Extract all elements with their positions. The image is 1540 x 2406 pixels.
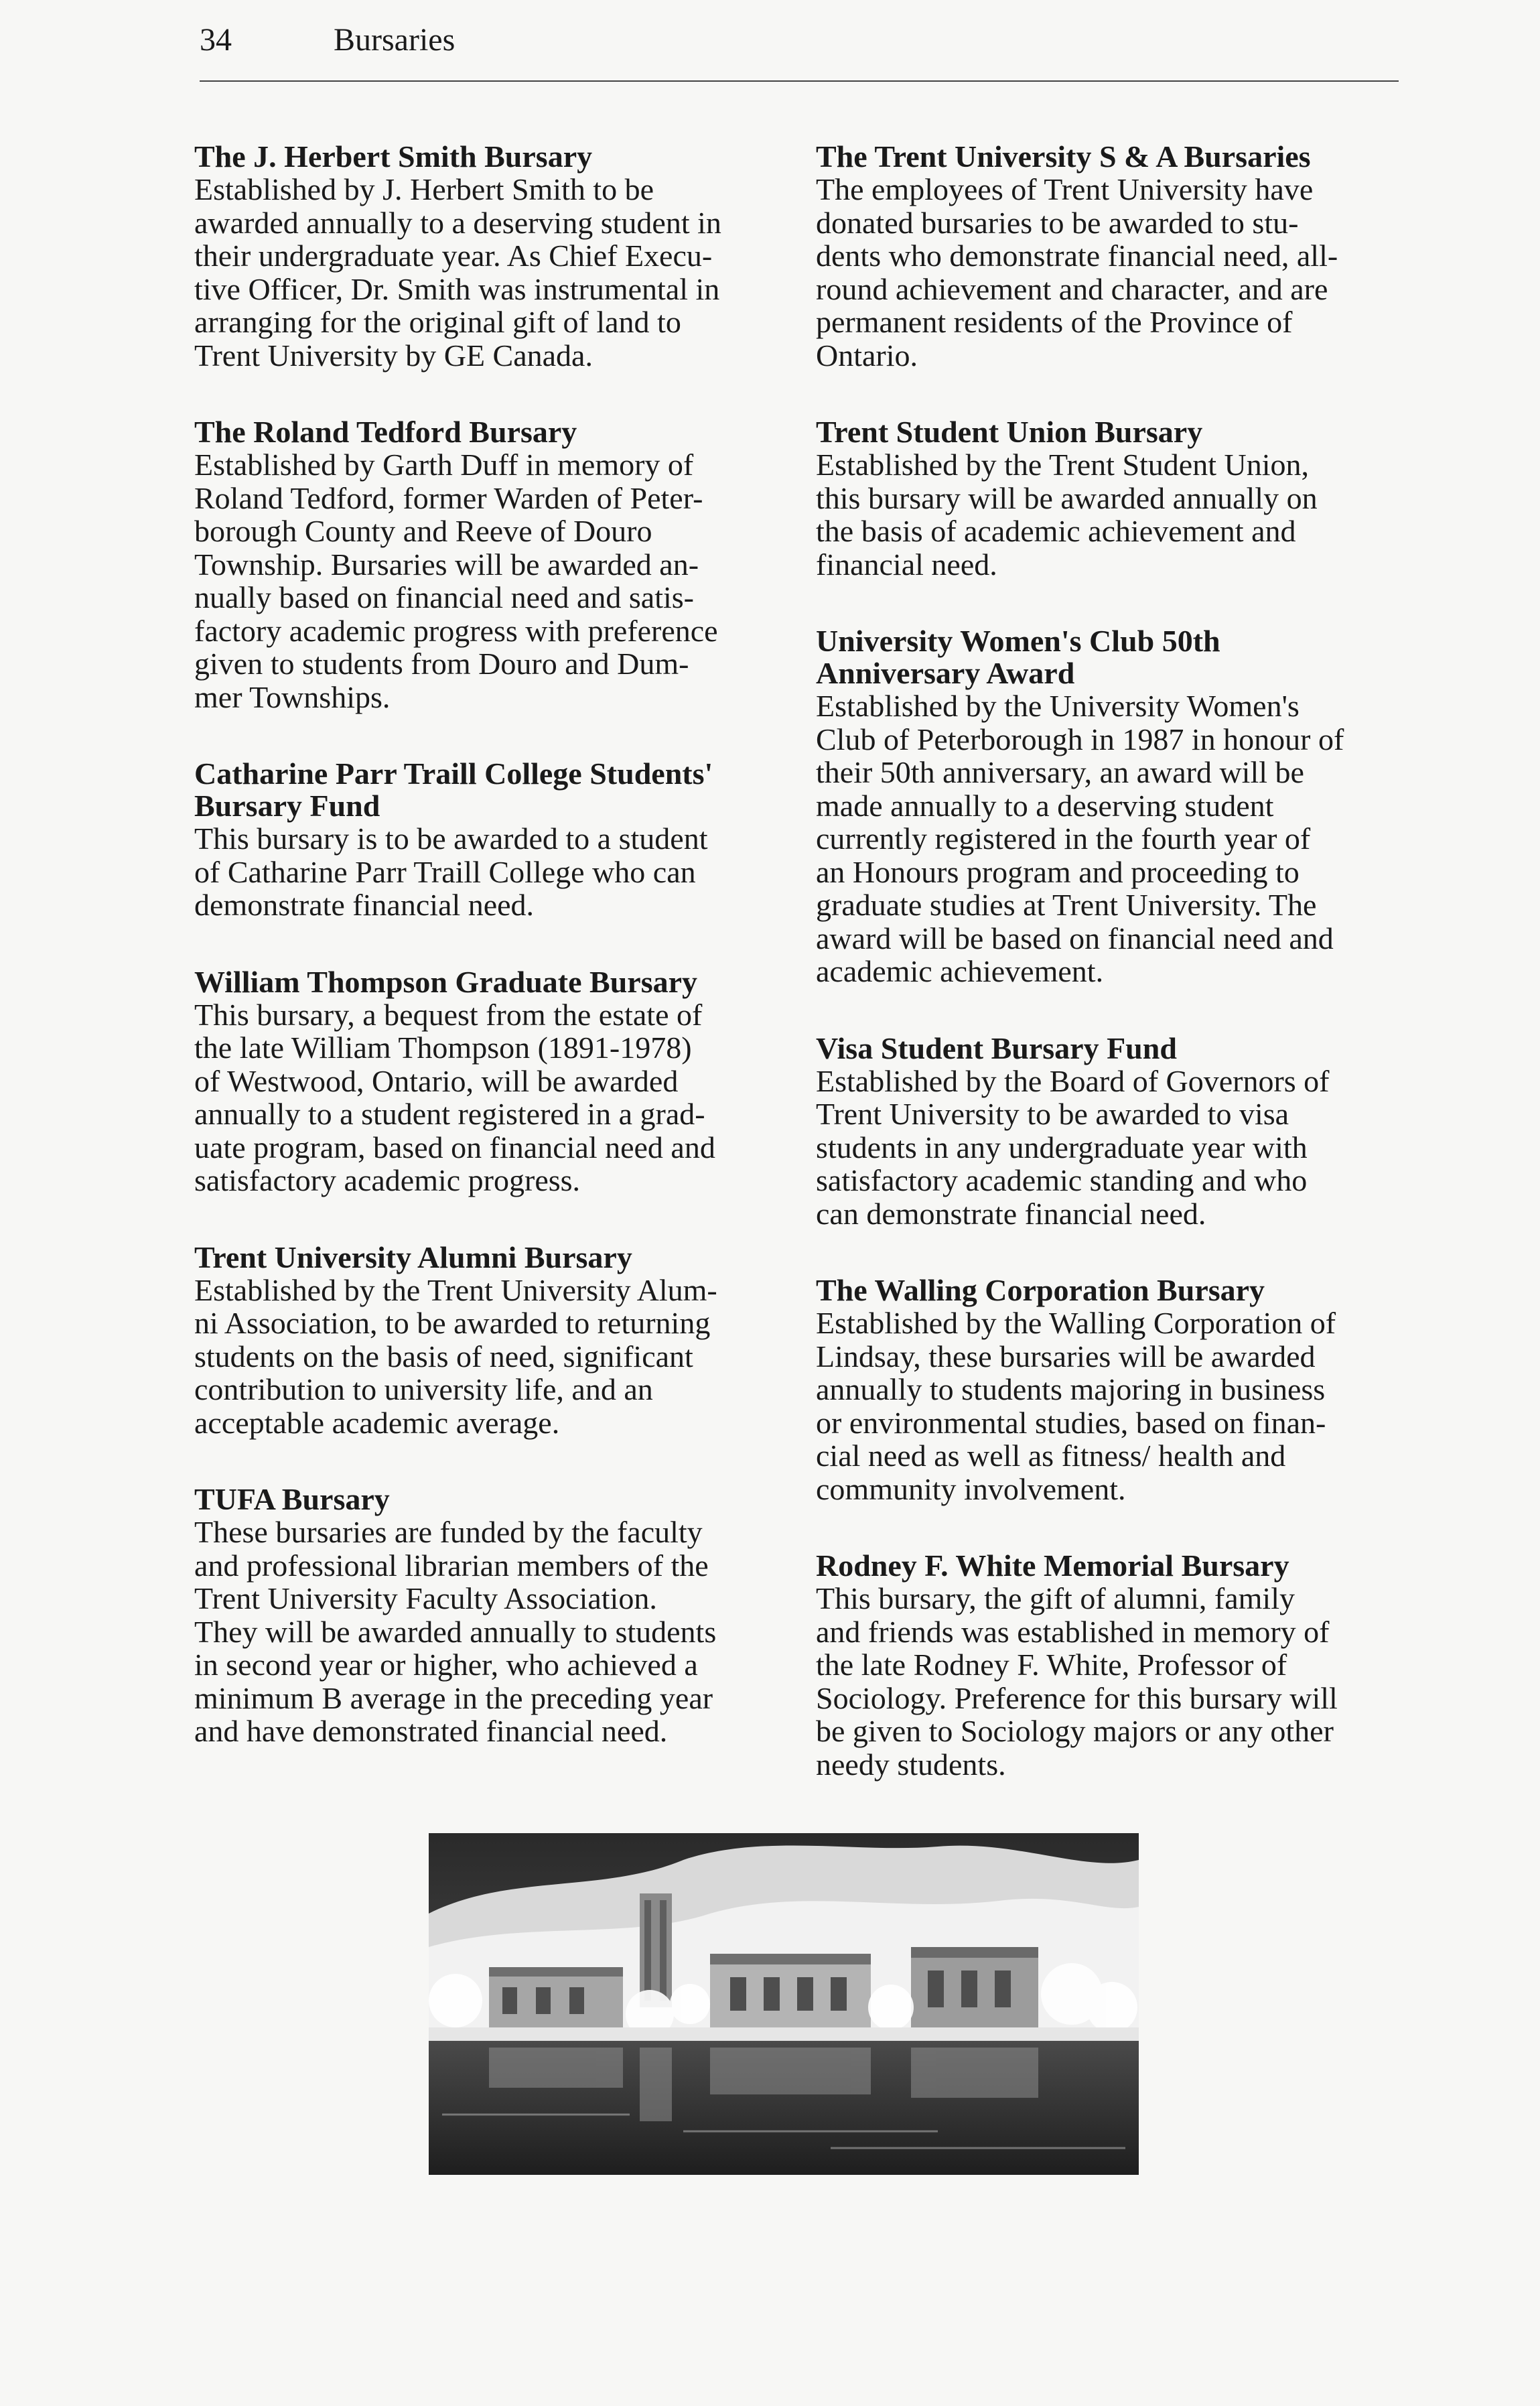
bursary-description: This bursary, a bequest from the estate of the late William Thompson (1891-1978) of Westwood, Ontario, will be awarded annually to a student registered in a grad- uate program, based on financial need and satisfactory academic progress. [194,997,715,1197]
bursary-description: Established by the Trent Student Union, this bursary will be awarded annually on the basis of academic achievement and financial need. [816,448,1318,582]
bursary-title: Catharine Parr Traill College Students' Bursary Fund [194,756,713,823]
bursary-title: Trent Student Union Bursary [816,415,1203,449]
bursary-title: The Trent University S & A Bursaries [816,139,1311,174]
bursary-description: This bursary, the gift of alumni, family and friends was established in memory of the late Rodney F. White, Professor of Sociology. Preference for this bursary will be given to Sociology majors or any other needy students. [816,1581,1338,1782]
bursary-title: Rodney F. White Memorial Bursary [816,1548,1289,1583]
bursary-description: Established by the Walling Corporation of Lindsay, these bursaries will be awarded annually to students majoring in business or environmental studies, based on finan- cial need as well as fitness/ health and community involvement. [816,1306,1336,1506]
bursary-entry [816,1274,1399,1506]
campus-photo-illustration [429,1833,1139,2175]
bursary-entry [194,141,777,372]
bursary-entry [194,416,777,714]
bursary-title: William Thompson Graduate Bursary [194,964,698,999]
bursary-description: Established by the University Women's Club of Peterborough in 1987 in honour of their 50th anniversary, an award will be made annually to a deserving student currently registered in the fourth year of an Honours program and proceeding to graduate studies at Trent University. The award will be based on financial need and academic achievement. [816,689,1344,988]
bursary-description: These bursaries are funded by the faculty and professional librarian members of the Trent University Faculty Association. They will be awarded annually to students in second year or higher, who achieved a minimum B average in the preceding year and have demonstrated financial need. [194,1515,717,1748]
bursary-entry [194,1483,777,1748]
bursary-description: Established by J. Herbert Smith to be awarded annually to a deserving student in their undergraduate year. As Chief Execu- tive Officer, Dr. Smith was instrumental in arranging for the original gift of land to Trent University by GE Canada. [194,172,721,373]
campus-photo [429,1833,1139,2175]
bursary-entry [816,416,1399,581]
bursary-description: This bursary is to be awarded to a student of Catharine Parr Traill College who can demonstrate financial need. [194,821,708,922]
bursary-description: Established by the Trent University Alum- ni Association, to be awarded to returning students on the basis of need, significant contribution to university life, and an acceptable academic average. [194,1272,717,1440]
left-column [194,141,777,1792]
bursary-entry [816,141,1399,372]
bursary-title: The Walling Corporation Bursary [816,1273,1265,1307]
bursary-entry [816,1032,1399,1231]
bursary-title: University Women's Club 50th Anniversary Award [816,624,1220,690]
bursary-entry [816,1550,1399,1781]
bursary-title: Trent University Alumni Bursary [194,1240,632,1274]
bursary-entry [194,966,777,1197]
right-column [816,141,1399,1825]
page-header [200,8,1399,72]
header-rule [200,80,1399,82]
running-title: Bursaries [334,22,456,58]
bursary-title: The J. Herbert Smith Bursary [194,139,593,174]
bursary-title: Visa Student Bursary Fund [816,1030,1177,1065]
bursary-description: Established by the Board of Governors of Trent University to be awarded to visa students in any undergraduate year with satisfactory academic standing and who can demonstrate financial need. [816,1063,1330,1231]
bursary-title: TUFA Bursary [194,1482,390,1516]
bursary-title: The Roland Tedford Bursary [194,415,577,449]
page-number: 34 [200,22,232,58]
bursary-entry [816,625,1399,988]
bursary-entry [194,1242,777,1440]
bursary-entry [194,758,777,922]
bursary-description: The employees of Trent University have donated bursaries to be awarded to stu- dents who demonstrate financial need, all- round achievement and character, and are permanent residents of the Province of Ontario. [816,172,1338,373]
bursary-description: Established by Garth Duff in memory of Roland Tedford, former Warden of Peter- borough County and Reeve of Douro Township. Bursaries will be awarded an- nually based on financial need and satis- factory academic progress with preference given to students from Douro and Dum- mer Townships. [194,448,718,714]
